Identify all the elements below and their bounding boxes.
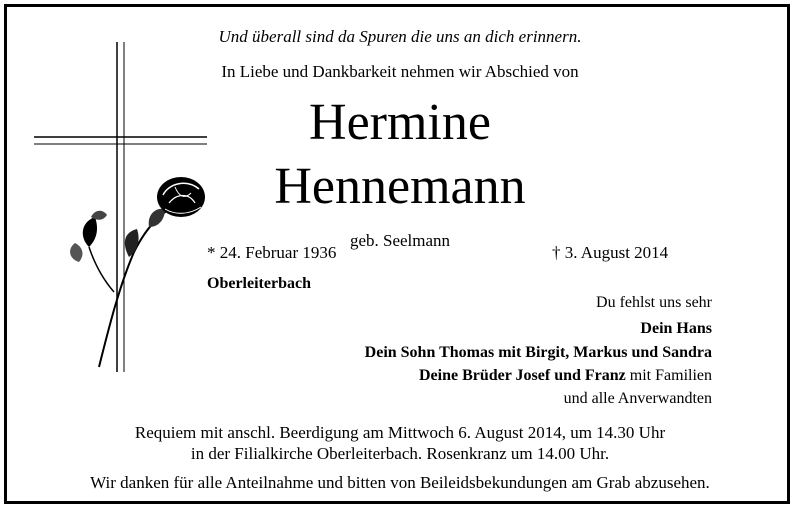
death-date: † 3. August 2014 <box>552 243 669 262</box>
hometown: Oberleiterbach <box>207 275 311 292</box>
service-line-rosary: in der Filialkirche Oberleiterbach. Rosenkranz um 14.00 Uhr. <box>190 444 610 463</box>
mourner-line-husband: Dein Hans <box>640 320 712 337</box>
maiden-name: geb. Seelmann <box>349 231 451 250</box>
mourner-line-relatives: und alle Anverwandten <box>563 390 712 407</box>
quote-text: Und überall sind da Spuren die uns an dich erinnern. <box>218 27 582 46</box>
birth-date: * 24. Februar 1936 <box>207 243 337 262</box>
deceased-first-name: Hermine <box>309 94 491 151</box>
mourner-line-brothers <box>419 367 712 385</box>
deceased-last-name: Hennemann <box>274 158 526 215</box>
brothers-suffix: mit Familien <box>625 367 712 384</box>
service-line-requiem: Requiem mit anschl. Beerdigung am Mittwoch 6. August 2014, um 14.30 Uhr <box>134 423 666 442</box>
intro-text: In Liebe und Dankbarkeit nehmen wir Abschied von <box>221 62 579 81</box>
obituary-frame <box>4 4 790 504</box>
brothers-names: Deine Brüder Josef und Franz <box>418 367 626 384</box>
thanks-text: Wir danken für alle Anteilnahme und bitten von Beileidsbekundungen am Grab abzusehen. <box>90 473 710 492</box>
mourner-line-missing-you: Du fehlst uns sehr <box>596 294 712 311</box>
mourner-line-son: Dein Sohn Thomas mit Birgit, Markus und Sandra <box>364 344 712 361</box>
